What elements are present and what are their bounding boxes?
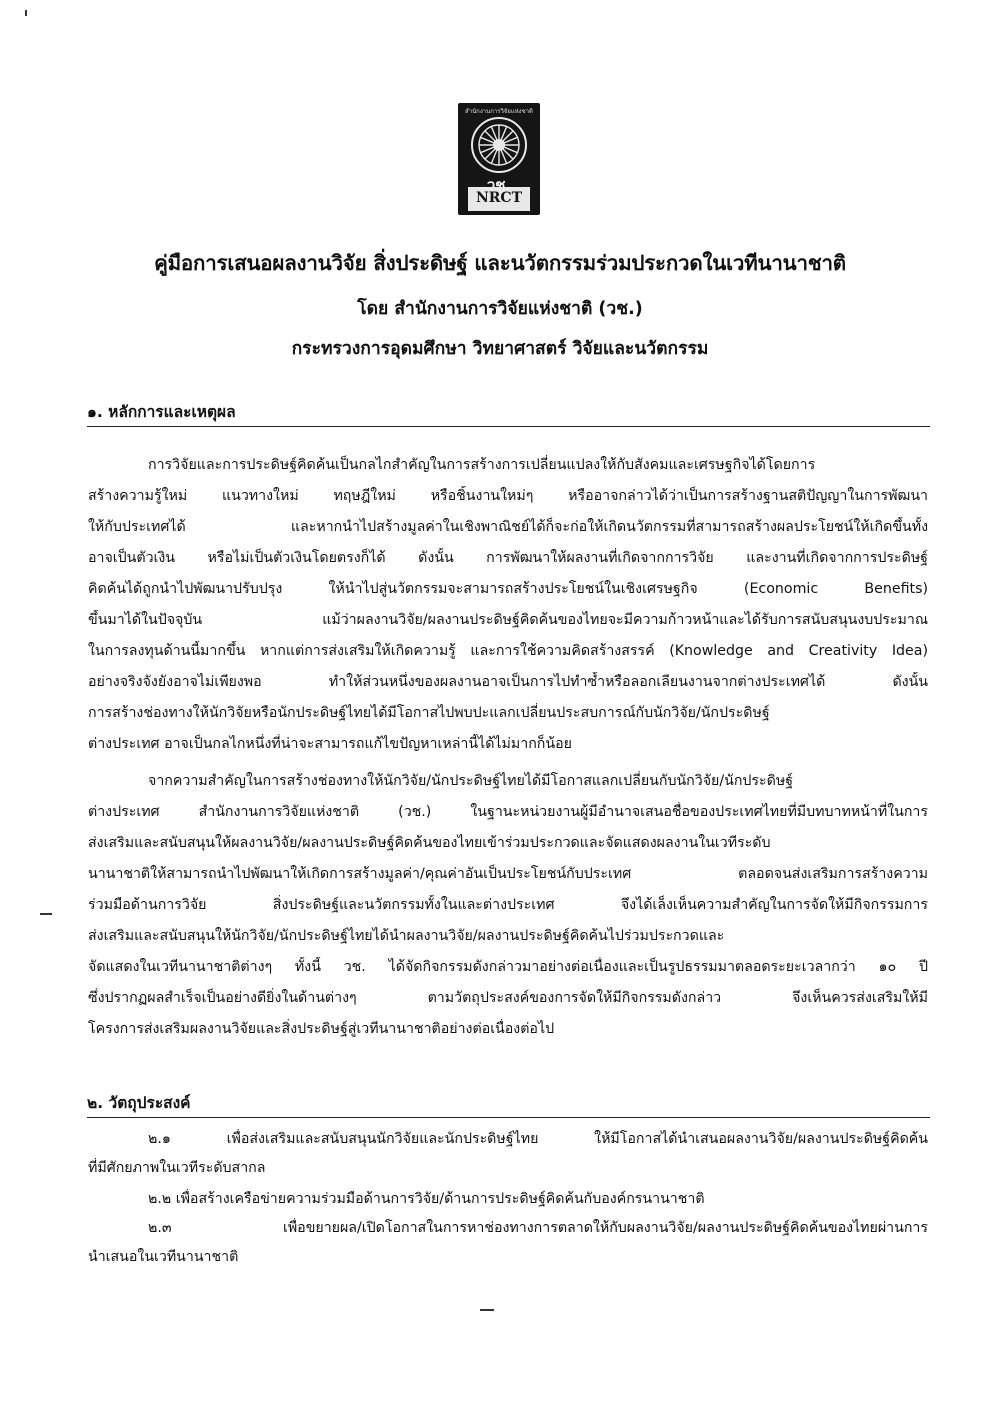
s1-line-7: ในการลงทุนด้านนี้มากขึ้น หากแต่การส่งเสริมให้เกิดความรู้ และการใช้ความคิดสร้างสรรค์ (Knowledge and Creativity Idea): [88, 643, 928, 659]
s1-line-4: อาจเป็นตัวเงิน หรือไม่เป็นตัวเงินโดยตรงก็ได้ ดังนั้น การพัฒนาให้ผลงานที่เกิดจากการวิจัย และงานที่เกิดจากการประดิษฐ์: [88, 550, 928, 566]
s1-p2-line-6: ส่งเสริมและสนับสนุนให้นักวิจัย/นักประดิษฐ์ไทยได้นำผลงานวิจัย/ผลงานประดิษฐ์คิดค้นไปร่วมประกวดและ: [88, 928, 725, 944]
s1-line-10: ต่างประเทศ อาจเป็นกลไกหนึ่งที่น่าจะสามารถแก้ไขปัญหาเหล่านี้ได้ไม่มากก็น้อย: [88, 736, 572, 752]
logo-abbr-en: NRCT: [476, 190, 522, 206]
s1-line-3: ให้กับประเทศได้ และหากนำไปสร้างมูลค่าในเชิงพาณิชย์ได้ก็จะก่อให้เกิดนวัตกรรมที่สามารถสร้างผลประโยชน์ให้เกิดขึ้นทั้ง: [88, 519, 928, 535]
s1-p2-line-4: นานาชาติให้สามารถนำไปพัฒนาให้เกิดการสร้างมูลค่า/คุณค่าอันเป็นประโยชน์กับประเทศ ตลอดจนส่งเสริมการสร้างความ: [88, 866, 928, 882]
s1-line-6: ขึ้นมาได้ในปัจจุบัน แม้ว่าผลงานวิจัย/ผลงานประดิษฐ์คิดค้นของไทยจะมีความก้าวหน้าและได้รับการสนับสนุนงบประมาณ: [88, 612, 928, 628]
s1-p2-line-8: ซึ่งปรากฏผลสำเร็จเป็นอย่างดียิ่งในด้านต่างๆ ตามวัตถุประสงค์ของการจัดให้มีกิจกรรมดังกล่าว จึงเห็นควรส่งเสริมให้มี: [88, 990, 928, 1006]
s1-p2-line-5: ร่วมมือด้านการวิจัย สิ่งประดิษฐ์และนวัตกรรมทั้งในและต่างประเทศ จึงได้เล็งเห็นความสำคัญในการจัดให้มีกิจกรรมการ: [88, 897, 928, 913]
s1-line-1: การวิจัยและการประดิษฐ์คิดค้นเป็นกลไกสำคัญในการสร้างการเปลี่ยนแปลงให้กับสังคมและเศรษฐกิจได้โดยการ: [148, 457, 816, 473]
s1-line-8: อย่างจริงจังยังอาจไม่เพียงพอ ทำให้ส่วนหนึ่งของผลงานอาจเป็นการไปทำซ้ำหรือลอกเลียนงานจากต่างประเทศได้ ดังนั้น: [88, 674, 928, 690]
s1-p2-line-2: ต่างประเทศ สำนักงานการวิจัยแห่งชาติ (วช.) ในฐานะหน่วยงานผู้มีอำนาจเสนอชื่อของประเทศไทยที่มีบทบาทหน้าที่ในการ: [88, 804, 928, 820]
s1-line-9: การสร้างช่องทางให้นักวิจัยหรือนักประดิษฐ์ไทยได้มีโอกาสไปพบปะแลกเปลี่ยนประสบการณ์กับนักวิจัย/นักประดิษฐ์: [88, 705, 770, 721]
s2-line-4: ๒.๓ เพื่อขยายผล/เปิดโอกาสในการหาช่องทางการตลาดให้กับผลงานวิจัย/ผลงานประดิษฐ์คิดค้นของไทยผ่านการ: [148, 1220, 928, 1236]
s1-p2-line-7: จัดแสดงในเวทีนานาชาติต่างๆ ทั้งนี้ วช. ได้จัดกิจกรรมดังกล่าวมาอย่างต่อเนื่องและเป็นรูปธรรมมาตลอดระยะเวลากว่า ๑๐ ปี: [88, 959, 928, 975]
logo-abbr-th: วช.: [486, 176, 512, 194]
s2-line-3: ๒.๒ เพื่อสร้างเครือข่ายความร่วมมือด้านการวิจัย/ด้านการประดิษฐ์คิดค้นกับองค์กรนานาชาติ: [148, 1191, 705, 1207]
document-ministry-line: กระทรวงการอุดมศึกษา วิทยาศาสตร์ วิจัยและนวัตกรรม: [291, 339, 709, 359]
section-2-heading: ๒. วัตถุประสงค์: [87, 1092, 930, 1118]
s1-line-2: สร้างความรู้ใหม่ แนวทางใหม่ ทฤษฎีใหม่ หรือชิ้นงานใหม่ๆ หรืออาจกล่าวได้ว่าเป็นการสร้างฐานสติปัญญาในการพัฒนา: [88, 488, 928, 504]
nrct-logo: [458, 103, 540, 215]
document-author-line: โดย สำนักงานการวิจัยแห่งชาติ (วช.): [357, 299, 643, 319]
s2-line-2: ที่มีศักยภาพในเวทีระดับสากล: [88, 1160, 266, 1176]
s2-line-1: ๒.๑ เพื่อส่งเสริมและสนับสนุนนักวิจัยและนักประดิษฐ์ไทย ให้มีโอกาสได้นำเสนอผลงานวิจัย/ผลงานประดิษฐ์คิดค้น: [148, 1131, 928, 1147]
s1-line-5: คิดค้นได้ถูกนำไปพัฒนาปรับปรุง ให้นำไปสู่นวัตกรรมจะสามารถสร้างประโยชน์ในเชิงเศรษฐกิจ (Economic Benefits): [88, 581, 928, 597]
s1-p2-line-9: โครงการส่งเสริมผลงานวิจัยและสิ่งประดิษฐ์สู่เวทีนานาชาติอย่างต่อเนื่องต่อไป: [88, 1021, 555, 1037]
scan-mark: [480, 1309, 494, 1311]
scan-mark: [25, 10, 27, 16]
s1-p2-line-1: จากความสำคัญในการสร้างช่องทางให้นักวิจัย/นักประดิษฐ์ไทยได้มีโอกาสแลกเปลี่ยนกับนักวิจัย/นักประดิษฐ์: [148, 773, 794, 789]
s1-p2-line-3: ส่งเสริมและสนับสนุนให้ผลงานวิจัย/ผลงานประดิษฐ์คิดค้นของไทยเข้าร่วมประกวดและจัดแสดงผลงานในเวทีระดับ: [88, 835, 771, 851]
document-title: คู่มือการเสนอผลงานวิจัย สิ่งประดิษฐ์ และนวัตกรรมร่วมประกวดในเวทีนานาชาติ: [154, 251, 846, 275]
logo-top-text: สำนักงานการวิจัยแห่งชาติ: [465, 108, 533, 115]
section-1-heading: ๑. หลักการและเหตุผล: [87, 401, 930, 427]
scan-mark: [40, 913, 52, 915]
s2-line-5: นำเสนอในเวทีนานาชาติ: [88, 1249, 239, 1265]
